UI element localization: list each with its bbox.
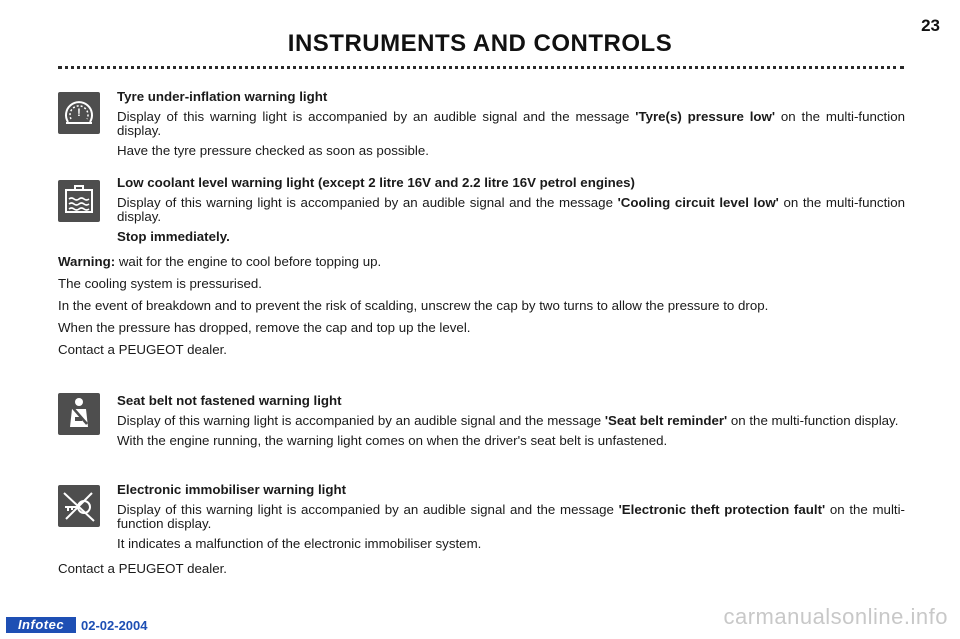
tyre-warning-section [117, 90, 905, 158]
section-note: Have the tyre pressure checked as soon as possible. [117, 143, 429, 158]
body-paragraph: Contact a PEUGEOT dealer. [58, 561, 228, 576]
page-title: INSTRUMENTS AND CONTROLS [287, 30, 673, 57]
warning-paragraph: Warning: wait for the engine to cool before topping up. [58, 254, 382, 269]
section-heading: Low coolant level warning light (except 2 litre 16V and 2.2 litre 16V petrol engines) [117, 175, 635, 190]
body-paragraph: When the pressure has dropped, remove the cap and top up the level. [58, 320, 471, 335]
section-heading: Seat belt not fastened warning light [117, 393, 342, 408]
watermark: carmanualsonline.info [723, 604, 948, 629]
section-text: Display of this warning light is accompanied by an audible signal and the message 'Electronic theft protection fault' on the multi-function display. [117, 502, 905, 531]
infotec-logo: Infotec [6, 617, 76, 633]
section-text: Display of this warning light is accompanied by an audible signal and the message 'Cooling circuit level low' on the multi-function display. [117, 195, 906, 224]
footer-date: 02-02-2004 [81, 618, 148, 633]
section-text: Display of this warning light is accompanied by an audible signal and the message 'Seat belt reminder' on the multi-function display. [117, 413, 899, 428]
tyre-pressure-icon [58, 92, 100, 134]
section-note: With the engine running, the warning light comes on when the driver's seat belt is unfastened. [117, 433, 668, 448]
section-text: Display of this warning light is accompanied by an audible signal and the message 'Tyre(s) pressure low' on the multi-function display. [117, 109, 905, 138]
immobiliser-icon [58, 485, 100, 527]
section-heading: Electronic immobiliser warning light [117, 482, 347, 497]
body-paragraph: The cooling system is pressurised. [58, 276, 262, 291]
seat-belt-icon [58, 393, 100, 435]
svg-text:!: ! [77, 107, 81, 119]
body-paragraph: Contact a PEUGEOT dealer. [58, 342, 228, 357]
immobiliser-warning-section [117, 483, 905, 551]
section-note: Stop immediately. [117, 229, 230, 244]
section-note: It indicates a malfunction of the electronic immobiliser system. [117, 536, 482, 551]
dotted-divider [58, 66, 904, 69]
seat-belt-warning-section [117, 394, 905, 448]
coolant-level-icon [58, 180, 100, 222]
body-paragraph: In the event of breakdown and to prevent the risk of scalding, unscrew the cap by two turns to allow the pressure to drop. [58, 298, 769, 313]
page-number: 23 [921, 16, 940, 35]
coolant-warning-section [117, 176, 905, 244]
section-heading: Tyre under-inflation warning light [117, 89, 328, 104]
